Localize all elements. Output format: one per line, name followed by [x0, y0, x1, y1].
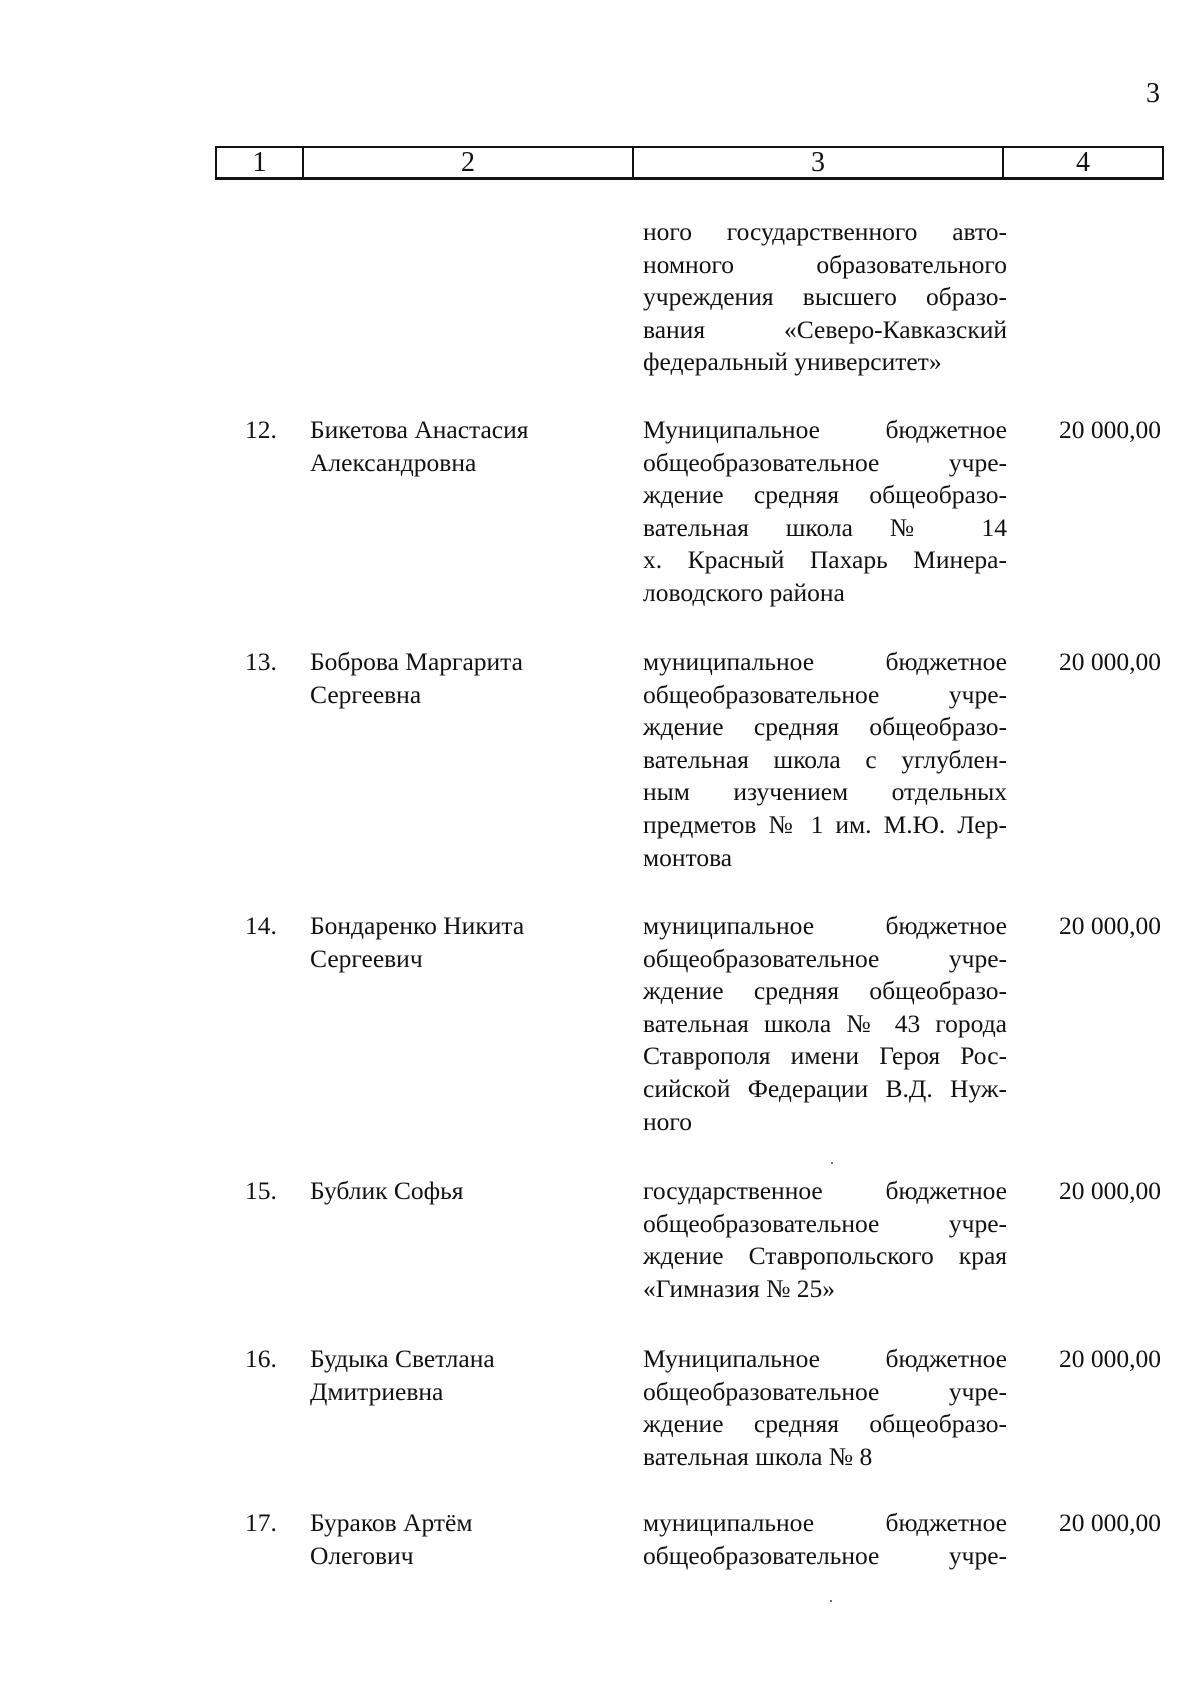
name-line: Бондаренко Никита — [310, 911, 525, 940]
org-line: общеобразовательное учре- — [643, 1540, 1007, 1570]
scan-speck — [830, 1600, 832, 1602]
name-line: Сергеевич — [310, 943, 423, 973]
header-col-2: 2 — [302, 148, 632, 177]
header-col-4: 4 — [1002, 148, 1162, 177]
org-line: х. Красный Пахарь Минера- — [643, 545, 1007, 575]
org-line: учреждения высшего образо- — [643, 282, 1007, 312]
scan-speck — [831, 1162, 833, 1164]
person-name — [310, 646, 610, 711]
org-line: номного образовательного — [643, 249, 1007, 279]
name-line: Сергеевна — [310, 679, 422, 709]
org-line: ждение средняя общеобразо- — [643, 976, 1007, 1006]
continuation-org-cell — [643, 216, 1007, 379]
row-number: 14. — [245, 911, 277, 940]
org-line: монтова — [643, 842, 733, 872]
person-name — [310, 1343, 610, 1408]
org-line: Муниципальное бюджетное — [643, 415, 1007, 444]
org-line: предметов № 1 им. М.Ю. Лер- — [643, 809, 1007, 839]
row-number: 15. — [245, 1176, 277, 1205]
person-name — [310, 1175, 610, 1208]
amount: 20 000,00 — [1059, 1508, 1161, 1537]
table-header — [215, 146, 1164, 180]
org-line: общеобразовательное учре- — [643, 447, 1007, 477]
name-line: Александровна — [310, 447, 477, 477]
org-line: ным изучением отдельных — [643, 777, 1007, 807]
org-line: общеобразовательное учре- — [643, 943, 1007, 973]
org-line: вательная школа № 8 — [643, 1441, 873, 1471]
org-line: сийской Федерации В.Д. Нуж- — [643, 1073, 1007, 1103]
row-number: 16. — [245, 1344, 277, 1373]
header-col-1: 1 — [252, 147, 267, 178]
org-line: «Гимназия № 25» — [643, 1273, 836, 1303]
name-line: Бублик Софья — [310, 1176, 464, 1205]
name-line: Будыка Светлана — [310, 1344, 495, 1373]
amount: 20 000,00 — [1059, 647, 1161, 676]
org-line: ждение средняя общеобразо- — [643, 712, 1007, 742]
row-number: 13. — [245, 647, 277, 676]
organization — [643, 1343, 1007, 1473]
org-line: вательная школа № 43 города — [643, 1008, 1007, 1038]
organization — [643, 646, 1007, 874]
amount: 20 000,00 — [1059, 415, 1161, 444]
name-line: Бикетова Анастасия — [310, 415, 529, 444]
org-line: муниципальное бюджетное — [643, 1508, 1007, 1537]
org-line: общеобразовательное учре- — [643, 1208, 1007, 1238]
row-number: 12. — [245, 415, 277, 444]
org-line: вательная школа № 14 — [643, 512, 1007, 542]
row-number: 17. — [245, 1508, 277, 1537]
amount: 20 000,00 — [1059, 1176, 1161, 1205]
org-line: Муниципальное бюджетное — [643, 1344, 1007, 1373]
name-line: Бураков Артём — [310, 1508, 473, 1537]
org-line: ного — [643, 1106, 692, 1136]
org-line: ного государственного авто- — [643, 217, 1007, 246]
org-line: ловодского района — [643, 577, 845, 607]
org-line: муниципальное бюджетное — [643, 647, 1007, 676]
org-line: ждение средняя общеобразо- — [643, 480, 1007, 510]
org-line: ждение Ставропольского края — [643, 1241, 1007, 1271]
org-line: вательная школа с углублен- — [643, 744, 1007, 774]
page-number: 3 — [1146, 78, 1160, 109]
org-line: общеобразовательное учре- — [643, 679, 1007, 709]
person-name — [310, 910, 610, 975]
amount: 20 000,00 — [1059, 911, 1161, 940]
organization — [643, 1175, 1007, 1305]
org-line: государственное бюджетное — [643, 1176, 1007, 1205]
org-line: федеральный университет» — [643, 347, 942, 377]
org-line: Ставрополя имени Героя Рос- — [643, 1041, 1007, 1071]
name-line: Дмитриевна — [310, 1376, 444, 1406]
organization — [643, 414, 1007, 610]
org-line: муниципальное бюджетное — [643, 911, 1007, 940]
org-line: общеобразовательное учре- — [643, 1376, 1007, 1406]
person-name — [310, 1507, 610, 1572]
organization — [643, 1507, 1007, 1572]
header-col-3: 3 — [632, 148, 1002, 177]
amount: 20 000,00 — [1059, 1344, 1161, 1373]
name-line: Боброва Маргарита — [310, 647, 523, 676]
organization — [643, 910, 1007, 1138]
person-name — [310, 414, 610, 479]
org-line: вания «Северо-Кавказский — [643, 314, 1007, 344]
name-line: Олегович — [310, 1540, 414, 1570]
org-line: ждение средняя общеобразо- — [643, 1409, 1007, 1439]
